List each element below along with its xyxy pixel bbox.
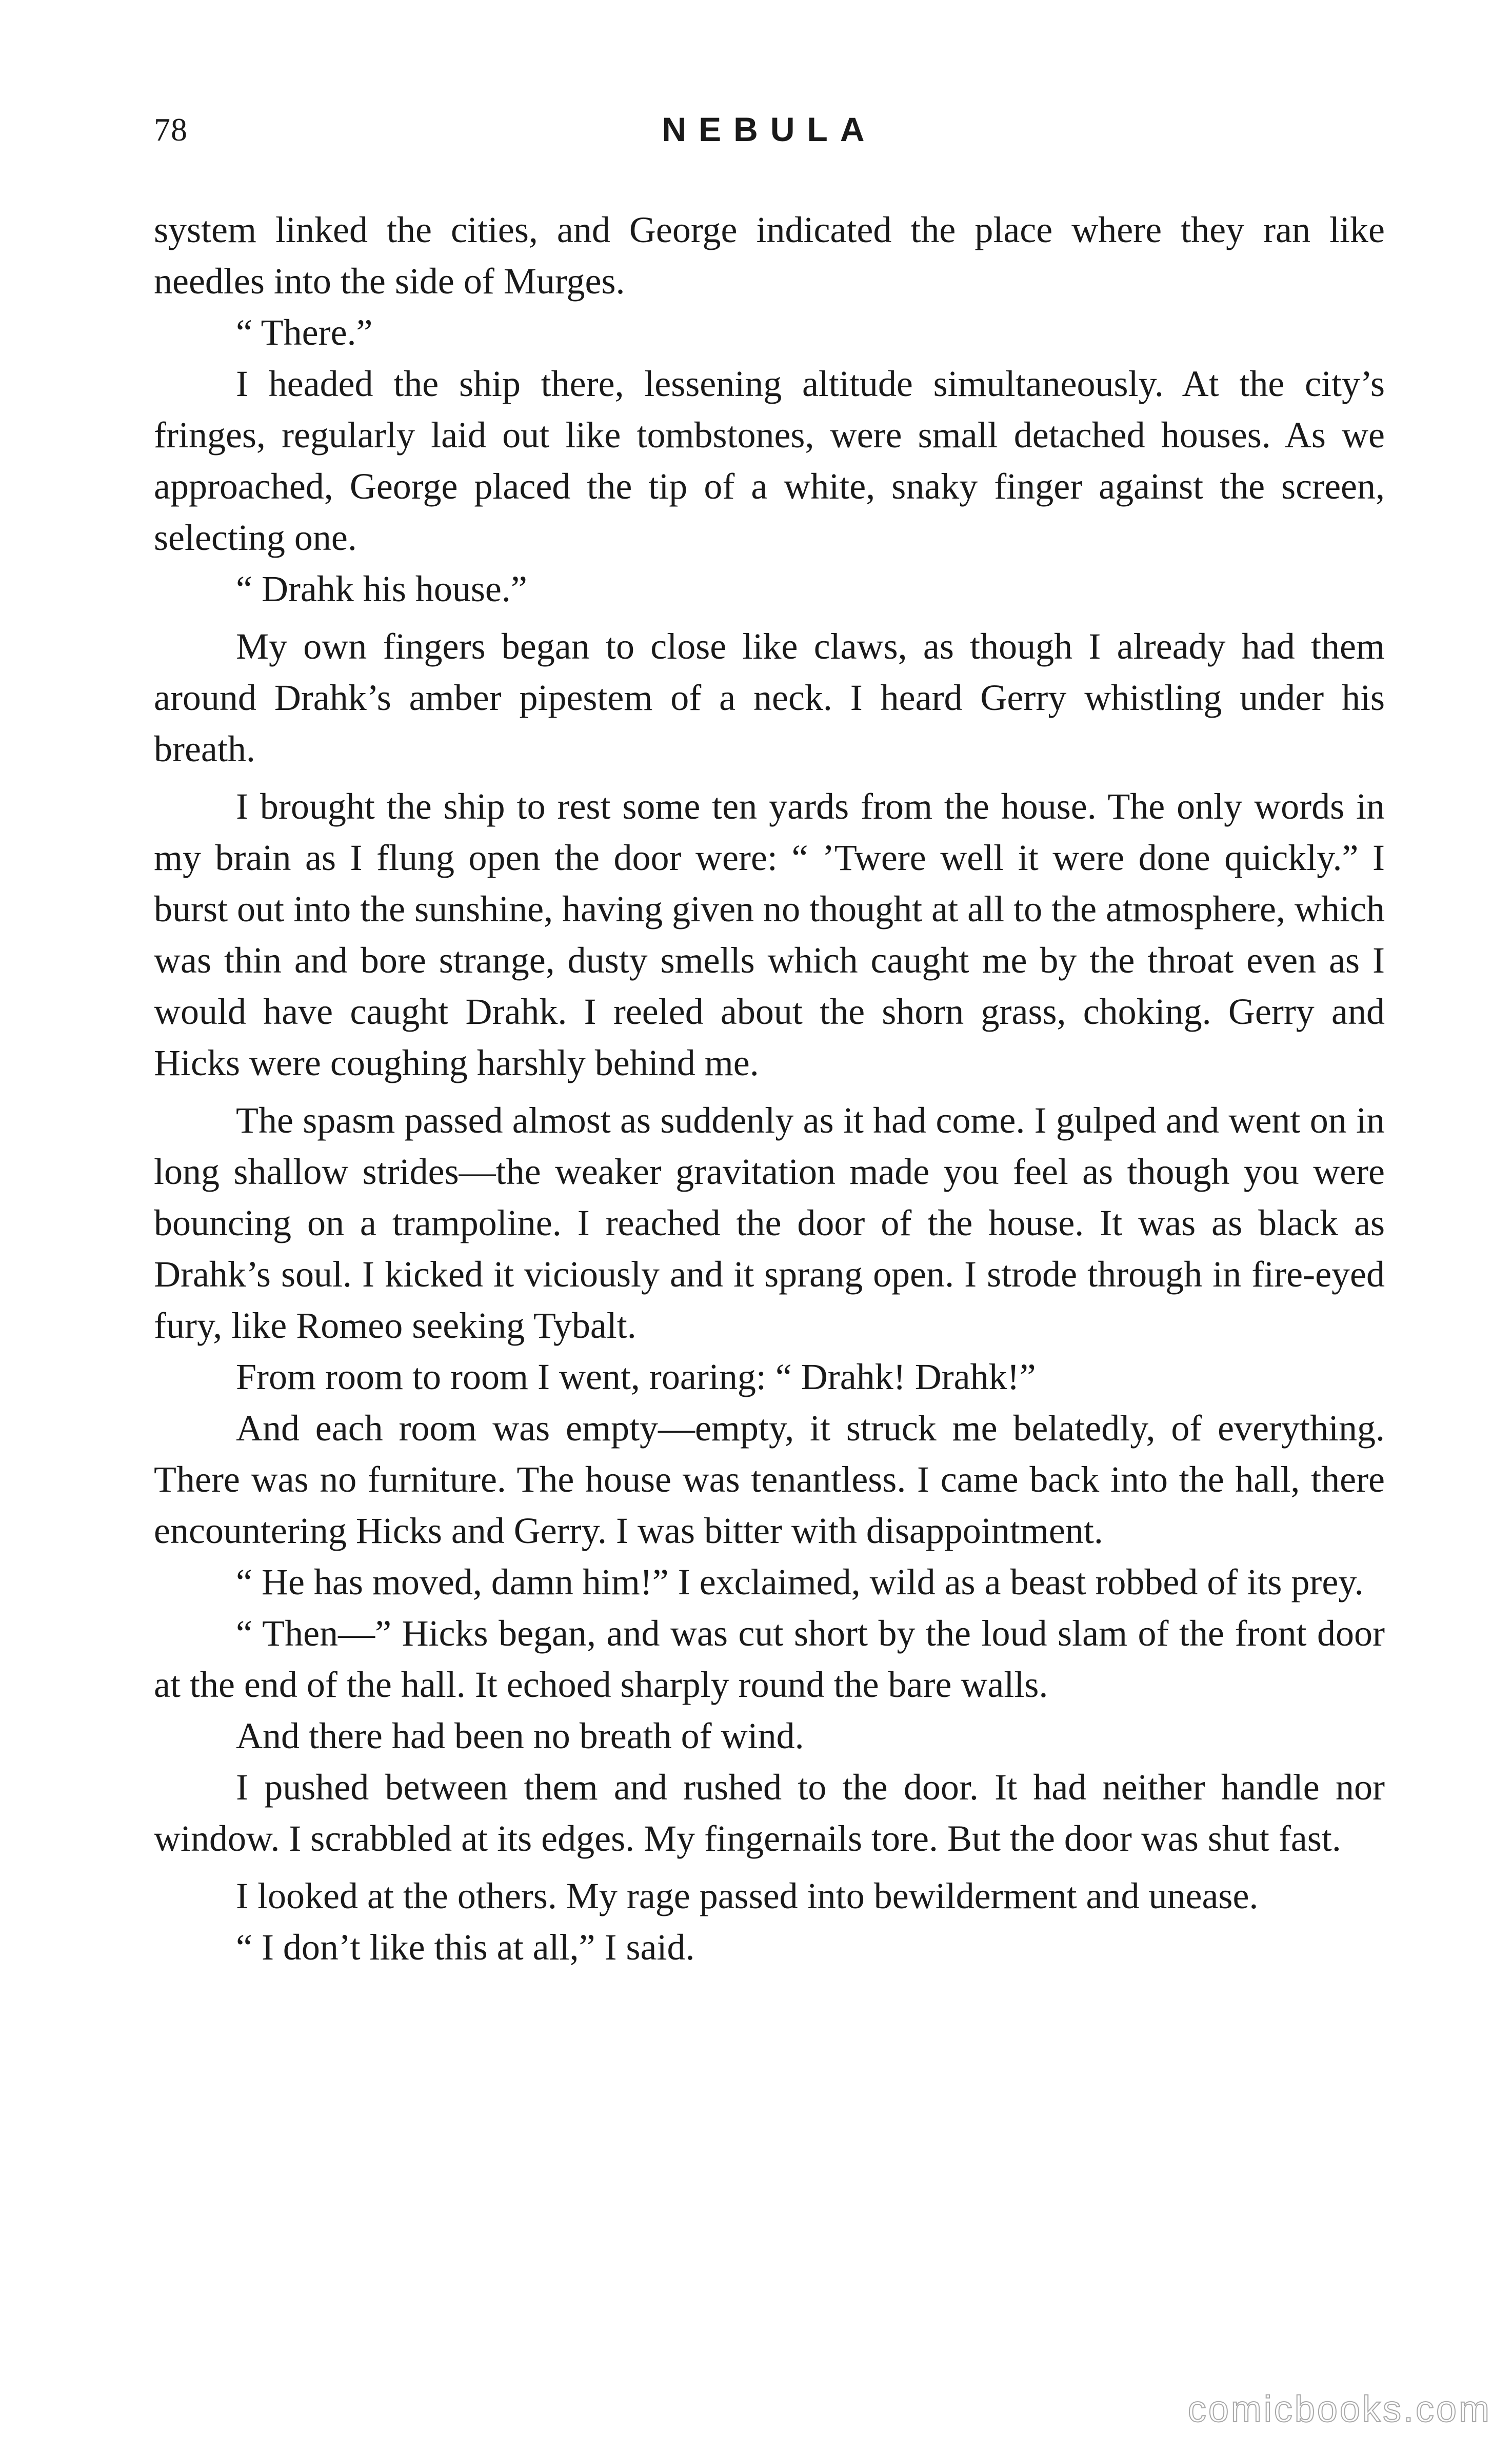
paragraph: The spasm passed almost as suddenly as it had come. I gulped and went on in long shallow strides—the weaker gravitation made you feel as though you were bouncing on a trampoline. I reached the door of the house. It was as black as Drahk’s soul. I kicked it viciously and it sprang open. I strode through in fire-eyed fury, like Romeo seeking Tybalt. bbox=[154, 1100, 1385, 1346]
page-header bbox=[154, 103, 1385, 164]
site-watermark: comicbooks.com bbox=[1187, 2389, 1491, 2430]
paragraph: “ I don’t like this at all,” I said. bbox=[236, 1927, 695, 1968]
book-page bbox=[154, 103, 1385, 2360]
paragraph: And there had been no breath of wind. bbox=[236, 1715, 804, 1756]
page-number: 78 bbox=[154, 111, 188, 148]
paragraph: “ Drahk his house.” bbox=[236, 568, 527, 609]
paragraph: And each room was empty—empty, it struck me belatedly, of everything. There was no furniture. The house was tenantless. I came back into the hall, there encountering Hicks and Gerry. I was bitter with disappointment. bbox=[154, 1408, 1385, 1551]
paragraph: I pushed between them and rushed to the door. It had neither handle nor window. I scrabbled at its edges. My fingernails tore. But the door was shut fast. bbox=[154, 1767, 1385, 1859]
paragraph: system linked the cities, and George indicated the place where they ran like needles into the side of Murges. bbox=[154, 209, 1385, 302]
paragraph: “ There.” bbox=[236, 312, 373, 353]
body-text bbox=[154, 204, 1385, 1973]
paragraph: From room to room I went, roaring: “ Drahk! Drahk!” bbox=[236, 1356, 1036, 1397]
paragraph: My own fingers began to close like claws, as though I already had them around Drahk’s amber pipestem of a neck. I heard Gerry whistling under his breath. bbox=[154, 626, 1385, 769]
paragraph: I headed the ship there, lessening altitude simultaneously. At the city’s fringes, regularly laid out like tombstones, were small detached houses. As we approached, George placed the tip of a white, snaky finger against the screen, selecting one. bbox=[154, 363, 1385, 558]
paragraph: I brought the ship to rest some ten yards from the house. The only words in my brain as I flung open the door were: “ ’Twere well it were done quickly.” I burst out into the sunshine, having given no thought at all to the atmosphere, which was thin and bore strange, dusty smells which caught me by the throat even as I would have caught Drahk. I reeled about the shorn grass, choking. Gerry and Hicks were coughing harshly behind me. bbox=[154, 786, 1385, 1083]
paragraph: “ Then—” Hicks began, and was cut short by the loud slam of the front door at the end of the hall. It echoed sharply round the bare walls. bbox=[154, 1613, 1385, 1705]
paragraph: I looked at the others. My rage passed into bewilderment and unease. bbox=[236, 1875, 1259, 1916]
running-title: NEBULA bbox=[662, 110, 877, 148]
paragraph: “ He has moved, damn him!” I exclaimed, wild as a beast robbed of its prey. bbox=[236, 1561, 1364, 1603]
